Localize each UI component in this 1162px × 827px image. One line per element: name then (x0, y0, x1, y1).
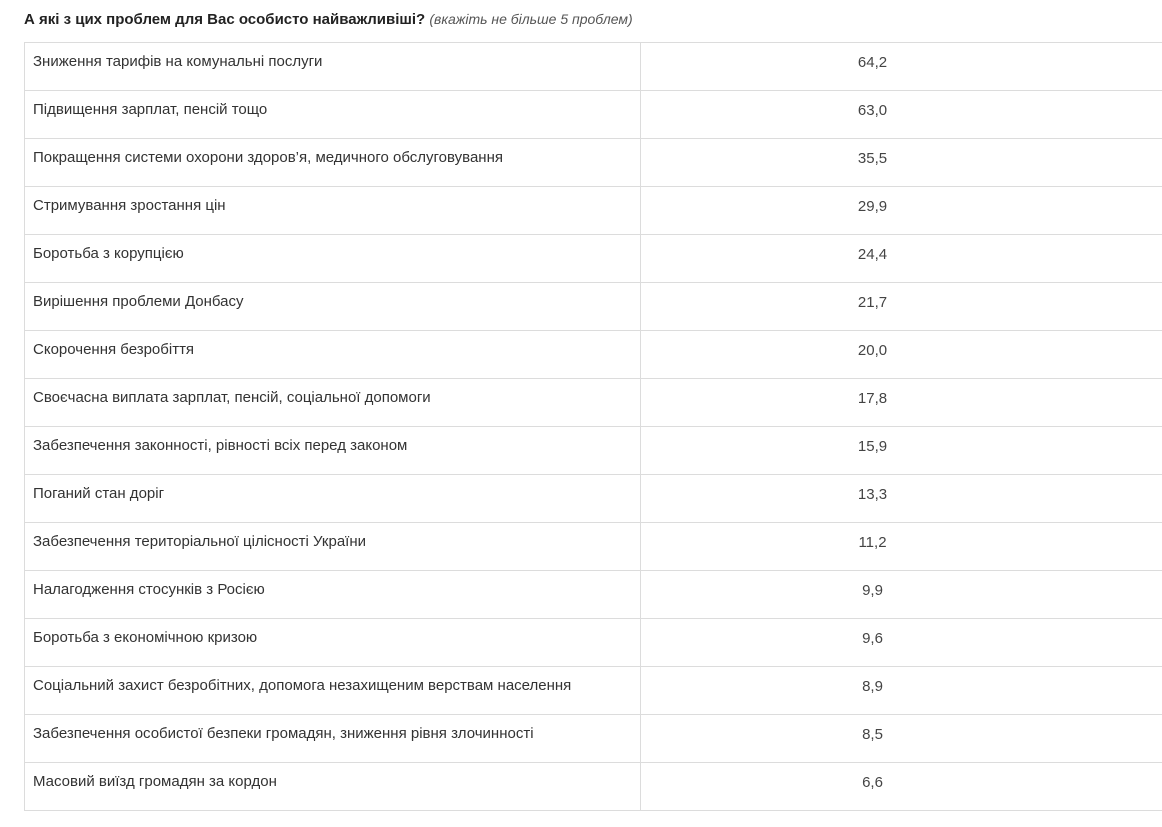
row-label: Зниження тарифів на комунальні послуги (25, 43, 641, 91)
table-row (25, 379, 1162, 427)
row-value: 20,0 (641, 331, 1162, 379)
table-row (25, 667, 1162, 715)
table-row (25, 187, 1162, 235)
table-row (25, 91, 1162, 139)
row-label: Покращення системи охорони здоров’я, медичного обслуговування (25, 139, 641, 187)
table-row (25, 43, 1162, 91)
row-label: Боротьба з економічною кризою (25, 619, 641, 667)
row-label: Своєчасна виплата зарплат, пенсій, соціальної допомоги (25, 379, 641, 427)
row-value: 9,6 (641, 619, 1162, 667)
row-value: 8,9 (641, 667, 1162, 715)
table-row (25, 427, 1162, 475)
row-value: 9,9 (641, 571, 1162, 619)
row-label: Налагодження стосунків з Росією (25, 571, 641, 619)
row-label: Підвищення зарплат, пенсій тощо (25, 91, 641, 139)
table-row (25, 331, 1162, 379)
row-value: 15,9 (641, 427, 1162, 475)
table-row (25, 715, 1162, 763)
row-value: 29,9 (641, 187, 1162, 235)
row-label: Боротьба з корупцією (25, 235, 641, 283)
row-value: 17,8 (641, 379, 1162, 427)
table-row (25, 523, 1162, 571)
row-label: Масовий виїзд громадян за кордон (25, 763, 641, 811)
table-row (25, 235, 1162, 283)
row-value: 13,3 (641, 475, 1162, 523)
row-value: 35,5 (641, 139, 1162, 187)
question-note: (вкажіть не більше 5 проблем) (429, 11, 633, 27)
question-text: А які з цих проблем для Вас особисто найважливіші? (24, 11, 426, 28)
row-label: Поганий стан доріг (25, 475, 641, 523)
row-label: Соціальний захист безробітних, допомога незахищеним верствам населення (25, 667, 641, 715)
table-row (25, 571, 1162, 619)
results-table-body (25, 43, 1162, 811)
row-value: 21,7 (641, 283, 1162, 331)
row-label: Забезпечення законності, рівності всіх перед законом (25, 427, 641, 475)
question-heading (24, 10, 633, 29)
row-label: Забезпечення територіальної цілісності України (25, 523, 641, 571)
table-row (25, 475, 1162, 523)
table-row (25, 619, 1162, 667)
row-label: Скорочення безробіття (25, 331, 641, 379)
row-value: 63,0 (641, 91, 1162, 139)
row-label: Забезпечення особистої безпеки громадян, зниження рівня злочинності (25, 715, 641, 763)
row-label: Вирішення проблеми Донбасу (25, 283, 641, 331)
row-value: 11,2 (641, 523, 1162, 571)
row-value: 64,2 (641, 43, 1162, 91)
results-table (24, 42, 1162, 811)
table-row (25, 283, 1162, 331)
row-value: 6,6 (641, 763, 1162, 811)
table-row (25, 763, 1162, 811)
row-label: Стримування зростання цін (25, 187, 641, 235)
table-row (25, 139, 1162, 187)
row-value: 24,4 (641, 235, 1162, 283)
row-value: 8,5 (641, 715, 1162, 763)
